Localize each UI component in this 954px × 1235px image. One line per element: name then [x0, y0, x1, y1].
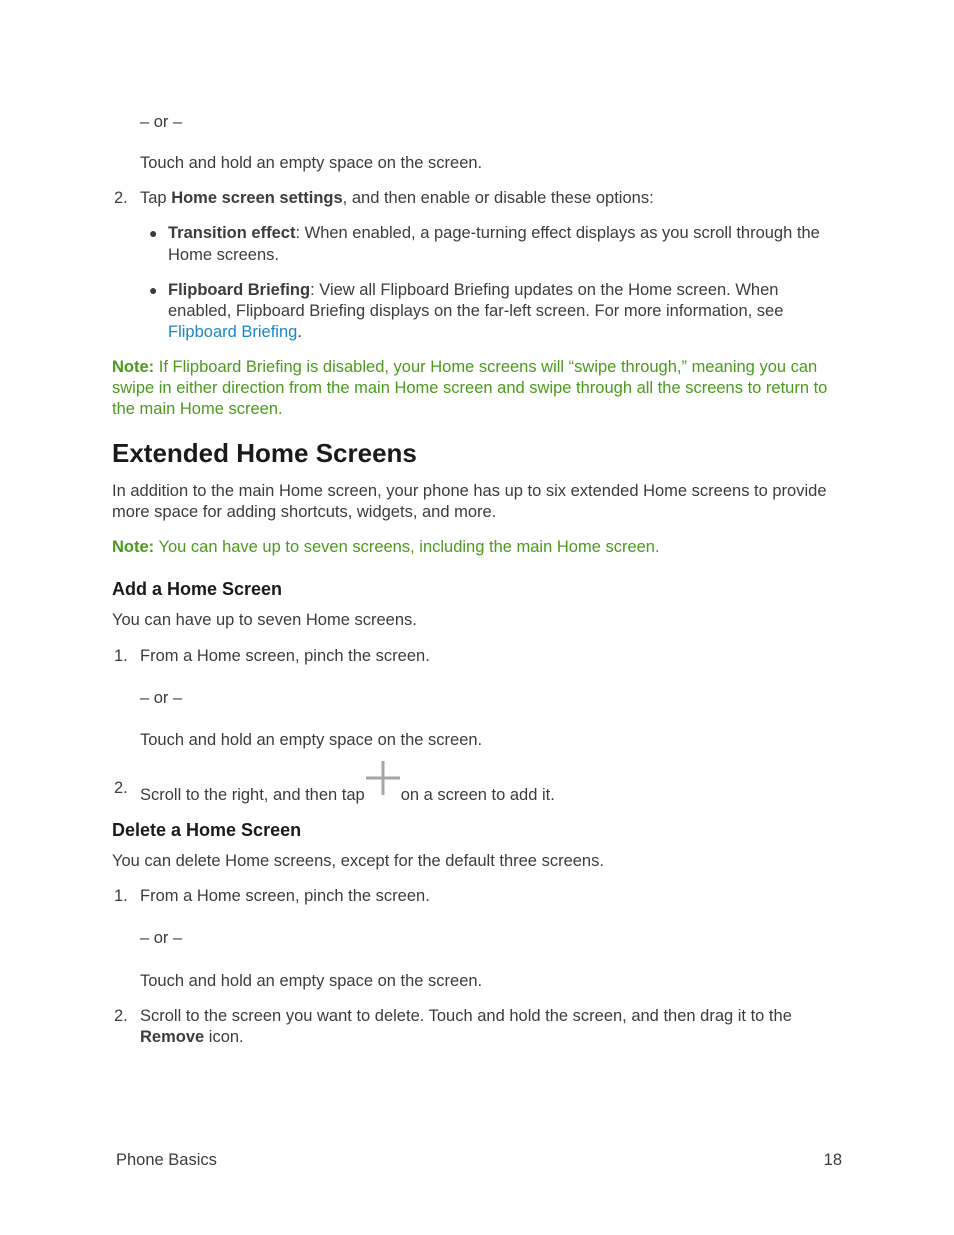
flipboard-briefing-link[interactable]: Flipboard Briefing	[168, 323, 298, 341]
bullet-item: Flipboard Briefing: View all Flipboard Briefing updates on the Home screen. When	[168, 281, 779, 299]
bullet-item: Transition effect: When enabled, a page-turning effect displays as you scroll through the	[168, 224, 820, 242]
step-number: 2.	[114, 189, 128, 207]
plus-icon	[366, 761, 400, 795]
paragraph: In addition to the main Home screen, your phone has up to six extended Home screens to provide	[112, 482, 827, 500]
paragraph: You can delete Home screens, except for the default three screens.	[112, 852, 604, 870]
paragraph: You can have up to seven Home screens.	[112, 611, 417, 629]
bullet-icon: ●	[149, 225, 158, 241]
step-text: From a Home screen, pinch the screen.	[140, 887, 430, 905]
bullet-item-cont: Flipboard Briefing.	[168, 323, 302, 341]
step-text: Tap Home screen settings, and then enable or disable these options:	[140, 189, 654, 207]
subsection-heading-add: Add a Home Screen	[112, 579, 283, 599]
bullet-item-cont: enabled, Flipboard Briefing displays on the far-left screen. For more information, see	[168, 302, 784, 320]
step-text: Scroll to the screen you want to delete. Touch and hold the screen, and then drag it to the	[140, 1007, 792, 1025]
or-separator: – or –	[140, 113, 183, 131]
step-text: Scroll to the right, and then tap on a screen to add it.	[140, 761, 555, 801]
section-heading: Extended Home Screens	[112, 438, 417, 468]
paragraph-cont: more space for adding shortcuts, widgets, and more.	[112, 503, 497, 521]
subsection-heading-delete: Delete a Home Screen	[112, 820, 302, 840]
note: Note: You can have up to seven screens, including the main Home screen.	[112, 538, 660, 556]
step-number: 2.	[114, 779, 128, 797]
step-text: Touch and hold an empty space on the screen.	[140, 154, 483, 172]
step-text: Touch and hold an empty space on the screen.	[140, 972, 483, 990]
step-number: 1.	[114, 887, 128, 905]
step-number: 2.	[114, 1007, 128, 1025]
step-text: From a Home screen, pinch the screen.	[140, 647, 430, 665]
note: Note: If Flipboard Briefing is disabled, your Home screens will “swipe through,” meaning you can	[112, 358, 818, 376]
step-text-cont: Remove icon.	[140, 1028, 244, 1046]
bullet-item-cont: Home screens.	[168, 246, 279, 264]
or-separator: – or –	[140, 689, 183, 707]
note-cont: swipe in either direction from the main Home screen and swipe through all the screens to return to	[112, 379, 828, 397]
bullet-icon: ●	[149, 282, 158, 298]
note-cont: the main Home screen.	[112, 400, 283, 418]
footer-section: Phone Basics	[116, 1151, 217, 1169]
step-text: Touch and hold an empty space on the screen.	[140, 731, 483, 749]
footer-page-number: 18	[823, 1151, 842, 1169]
step-number: 1.	[114, 647, 128, 665]
or-separator: – or –	[140, 929, 183, 947]
